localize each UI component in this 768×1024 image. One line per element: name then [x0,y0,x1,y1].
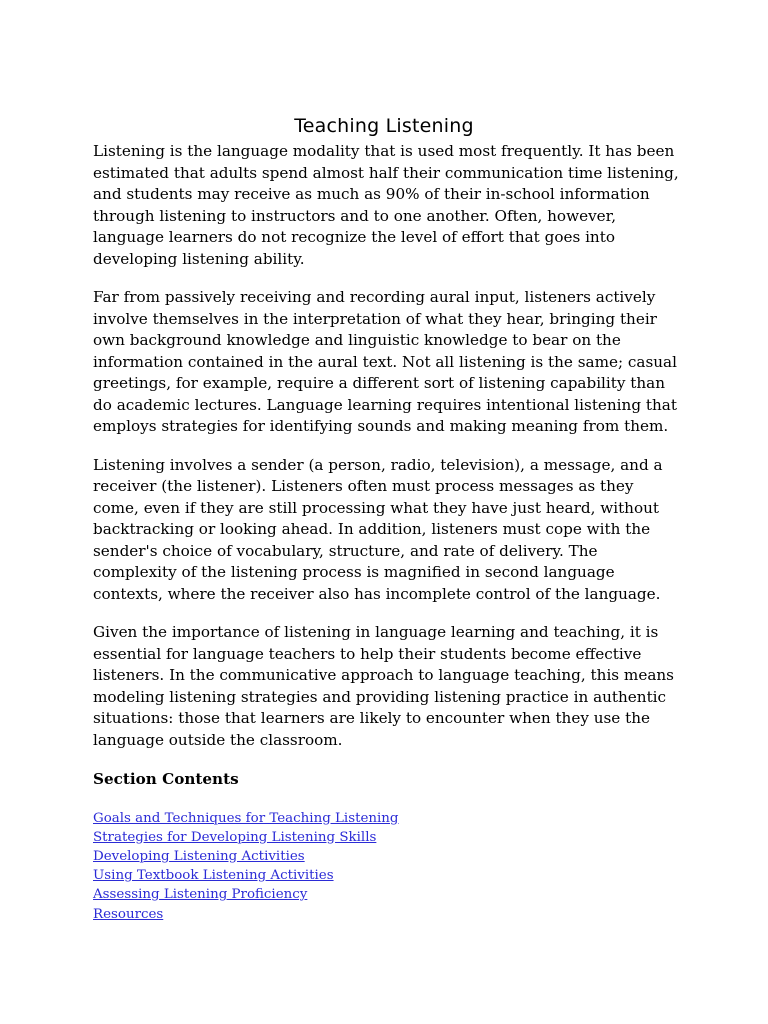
link-assessing-proficiency[interactable]: Assessing Listening Proficiency [93,887,308,903]
section-contents-heading: Section Contents [93,770,239,788]
document-body [93,141,683,924]
paragraph-2: Far from passively receiving and recording aural input, listeners actively involve themselves in the interpretation of what they hear, bringing their own background knowledge and linguistic knowledge to bear on the information contained in the aural text. Not all listening is the same; casual greetings, for example, require a different sort of listening capability than do academic lectures. Language learning requires intentional listening that employs strategies for identifying sounds and making meaning from them. [93,288,677,435]
list-item [93,828,683,847]
paragraph-4: Given the importance of listening in language learning and teaching, it is essential for language teachers to help their students become effective listeners. In the communicative approach to language teaching, this means modeling listening strategies and providing listening practice in authentic situations: those that learners are likely to encounter when they use the language outside the classroom. [93,623,674,749]
link-developing-activities[interactable]: Developing Listening Activities [93,848,305,864]
list-item [93,885,683,904]
link-strategies[interactable]: Strategies for Developing Listening Skills [93,829,377,845]
section-contents-list [93,809,683,924]
link-goals-techniques[interactable]: Goals and Techniques for Teaching Listening [93,810,399,826]
paragraph-1: Listening is the language modality that is used most frequently. It has been estimated that adults spend almost half their communication time listening, and students may receive as much as 90% of their in-school information through listening to instructors and to one another. Often, however, language learners do not recognize the level of effort that goes into developing listening ability. [93,142,679,268]
list-item [93,847,683,866]
list-item [93,809,683,828]
link-resources[interactable]: Resources [93,906,164,922]
paragraph-3: Listening involves a sender (a person, radio, television), a message, and a receiver (the listener). Listeners often must process messages as they come, even if they are still processing what they have just heard, without backtracking or looking ahead. In addition, listeners must cope with the sender's choice of vocabulary, structure, and rate of delivery. The complexity of the listening process is magnified in second language contexts, where the receiver also has incomplete control of the language. [93,455,663,603]
link-textbook-activities[interactable]: Using Textbook Listening Activities [93,868,334,884]
list-item [93,866,683,885]
list-item [93,905,683,924]
page-title: Teaching Listening [294,115,474,137]
